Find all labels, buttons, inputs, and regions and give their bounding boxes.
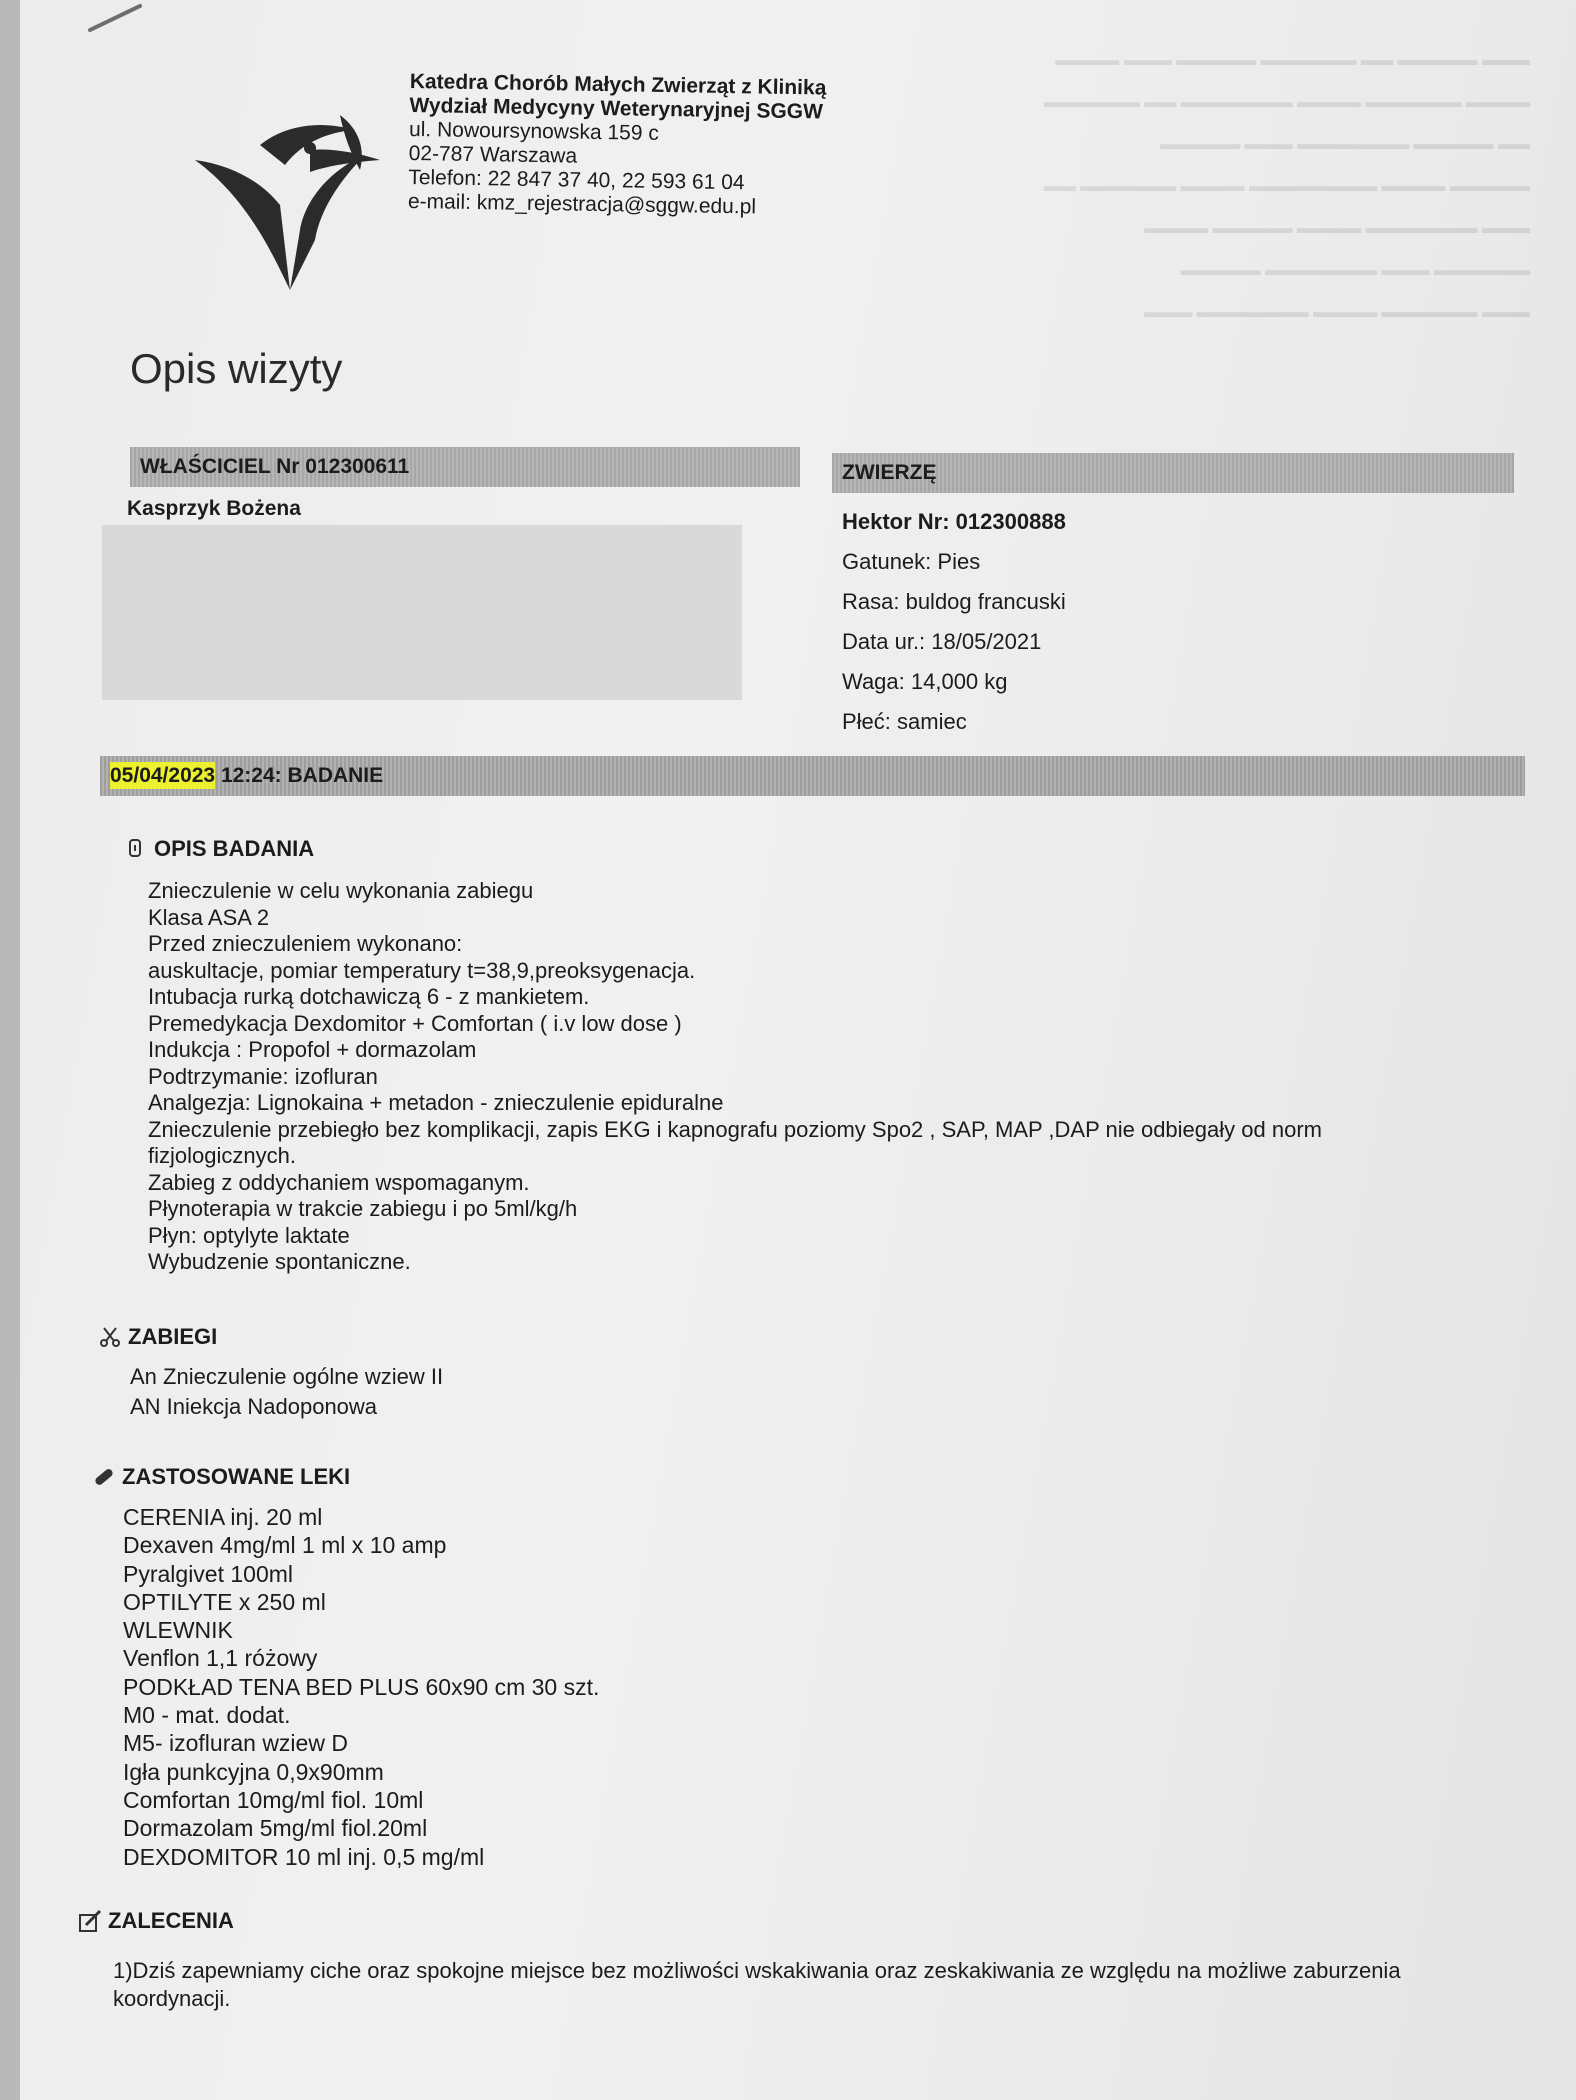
clinic-name-1: Katedra Chorób Małych Zwierząt z Kliniką: [409, 70, 827, 100]
meds-title: ZASTOSOWANE LEKI: [122, 1464, 351, 1489]
owner-name: Kasprzyk Bożena: [127, 497, 301, 520]
exam-line: auskultacje, pomiar temperatury t=38,9,preoksygenacja.: [148, 957, 696, 983]
med-item: Dexaven 4mg/ml 1 ml x 10 amp: [123, 1532, 447, 1559]
visit-time-type: 12:24: BADANIE: [215, 764, 384, 787]
owner-header: WŁAŚCICIEL Nr 012300611: [130, 447, 800, 487]
med-item: M0 - mat. dodat.: [123, 1702, 291, 1729]
exam-line: Premedykacja Dexdomitor + Comfortan ( i.v low dose ): [148, 1010, 682, 1036]
visit-header: [100, 756, 1525, 796]
med-item: WLEWNIK: [123, 1617, 233, 1644]
med-item: Pyralgivet 100ml: [123, 1560, 294, 1587]
animal-header: ZWIERZĘ: [832, 453, 1514, 493]
visit-date-highlight: 05/04/2023: [110, 764, 216, 787]
med-item: CERENIA inj. 20 ml: [123, 1504, 323, 1530]
exam-line: Intubacja rurką dotchawiczą 6 - z mankietem.: [148, 984, 590, 1009]
animal-birth-date: Data ur.: 18/05/2021: [842, 629, 1042, 654]
exam-line: Przed znieczuleniem wykonano:: [148, 931, 463, 956]
procedures-list: [130, 1362, 443, 1422]
exam-line: Płyn: optylyte laktate: [148, 1222, 350, 1248]
exam-line: Zabieg z oddychaniem wspomaganym.: [148, 1169, 530, 1195]
animal-species: Gatunek: Pies: [842, 549, 981, 574]
clinic-header: [408, 70, 827, 221]
procedures-section-title: [98, 1324, 217, 1350]
clinic-city: 02-787 Warszawa: [408, 141, 578, 168]
exam-title: OPIS BADANIA: [154, 836, 315, 861]
med-item: Dormazolam 5mg/ml fiol.20ml: [123, 1815, 428, 1842]
scissors-icon: [98, 1325, 122, 1349]
animal-weight: Waga: 14,000 kg: [842, 669, 1008, 694]
exam-line: Indukcja : Propofol + dormazolam: [148, 1037, 477, 1062]
clipboard-icon: [124, 837, 148, 861]
clinic-email: e-mail: kmz_rejestracja@sggw.edu.pl: [407, 189, 757, 219]
exam-line: Znieczulenie przebiegło bez komplikacji, zapis EKG i kapnografu poziomy Spo2 , SAP, MAP ,DAP nie odbiegały od norm: [148, 1116, 1322, 1142]
clinic-phone: Telefon: 22 847 37 40, 22 593 61 04: [408, 165, 745, 195]
bleed-through-text: ▬▬▬ ▬▬▬▬▬ ▬▬ ▬▬▬▬▬▬ ▬▬▬▬▬ ▬▬▬ ▬▬▬▬ ▬▬▬▬ ▬▬▬▬▬▬ ▬▬▬▬ ▬▬▬▬▬▬▬ ▬▬ ▬▬▬▬▬▬ ▬▬ ▬▬▬▬▬ ▬▬▬▬▬▬▬ ▬▬▬ ▬▬▬▬▬ ▬▬▬▬▬ ▬▬▬▬ ▬▬▬▬▬▬▬▬ ▬▬▬▬ ▬▬▬▬▬▬ ▬▬ ▬▬▬ ▬▬▬▬▬▬▬ ▬▬▬▬ ▬▬▬▬▬ ▬▬▬▬ ▬▬▬▬▬▬ ▬▬▬ ▬▬▬▬▬▬▬ ▬▬▬▬▬ ▬▬▬ ▬▬▬▬▬▬ ▬▬▬▬ ▬▬▬▬▬▬▬ ▬▬▬: [1043, 52, 1530, 321]
pill-icon: [92, 1465, 116, 1489]
staple-icon: [80, 0, 150, 40]
document-page: [20, 0, 1576, 2100]
med-item: PODKŁAD TENA BED PLUS 60x90 cm 30 szt.: [123, 1673, 600, 1700]
med-item: DEXDOMITOR 10 ml inj. 0,5 mg/ml: [123, 1843, 485, 1870]
clinic-street: ul. Nowoursynowska 159 c: [408, 117, 660, 145]
exam-line: Płynoterapia w trakcie zabiegu i po 5ml/kg/h: [148, 1196, 578, 1221]
animal-sex: Płeć: samiec: [842, 709, 967, 734]
procedure-item: AN Iniekcja Nadoponowa: [130, 1394, 378, 1419]
med-item: Comfortan 10mg/ml fiol. 10ml: [123, 1786, 424, 1813]
med-item: Igła punkcyjna 0,9x90mm: [123, 1758, 384, 1785]
med-item: OPTILYTE x 250 ml: [123, 1588, 326, 1615]
redacted-owner-address: [102, 525, 742, 700]
meds-section-title: [92, 1464, 350, 1490]
exam-line: Klasa ASA 2: [148, 904, 270, 930]
med-item: M5- izofluran wziew D: [123, 1730, 348, 1757]
med-item: Venflon 1,1 różowy: [123, 1645, 318, 1672]
meds-list: [123, 1503, 599, 1871]
recommendations-section-title: [78, 1908, 234, 1934]
exam-section-title: [124, 836, 314, 862]
procedures-title: ZABIEGI: [128, 1324, 218, 1349]
page-title: Opis wizyty: [130, 345, 343, 392]
clinic-logo-icon: [190, 110, 390, 300]
exam-line: fizjologicznych.: [148, 1143, 296, 1168]
pencil-icon: [78, 1909, 102, 1933]
animal-details: [842, 502, 1066, 742]
exam-line: Znieczulenie w celu wykonania zabiegu: [148, 878, 534, 903]
exam-description: [148, 878, 1322, 1276]
exam-line: Analgezja: Lignokaina + metadon - znieczulenie epiduralne: [148, 1090, 724, 1115]
exam-line: Podtrzymanie: izofluran: [148, 1063, 378, 1089]
procedure-item: An Znieczulenie ogólne wziew II: [130, 1364, 444, 1389]
animal-breed: Rasa: buldog francuski: [842, 589, 1066, 614]
exam-line: Wybudzenie spontaniczne.: [148, 1249, 411, 1274]
clinic-name-2: Wydział Medycyny Weterynaryjnej SGGW: [409, 93, 824, 124]
animal-name: Hektor Nr: 012300888: [842, 509, 1066, 534]
recommendations-text: 1)Dziś zapewniamy ciche oraz spokojne miejsce bez możliwości wskakiwania oraz zeskakiwania ze względu na możliwe zaburzenia koordynacji.: [113, 1958, 1401, 2011]
recommendations-title: ZALECENIA: [108, 1908, 234, 1933]
